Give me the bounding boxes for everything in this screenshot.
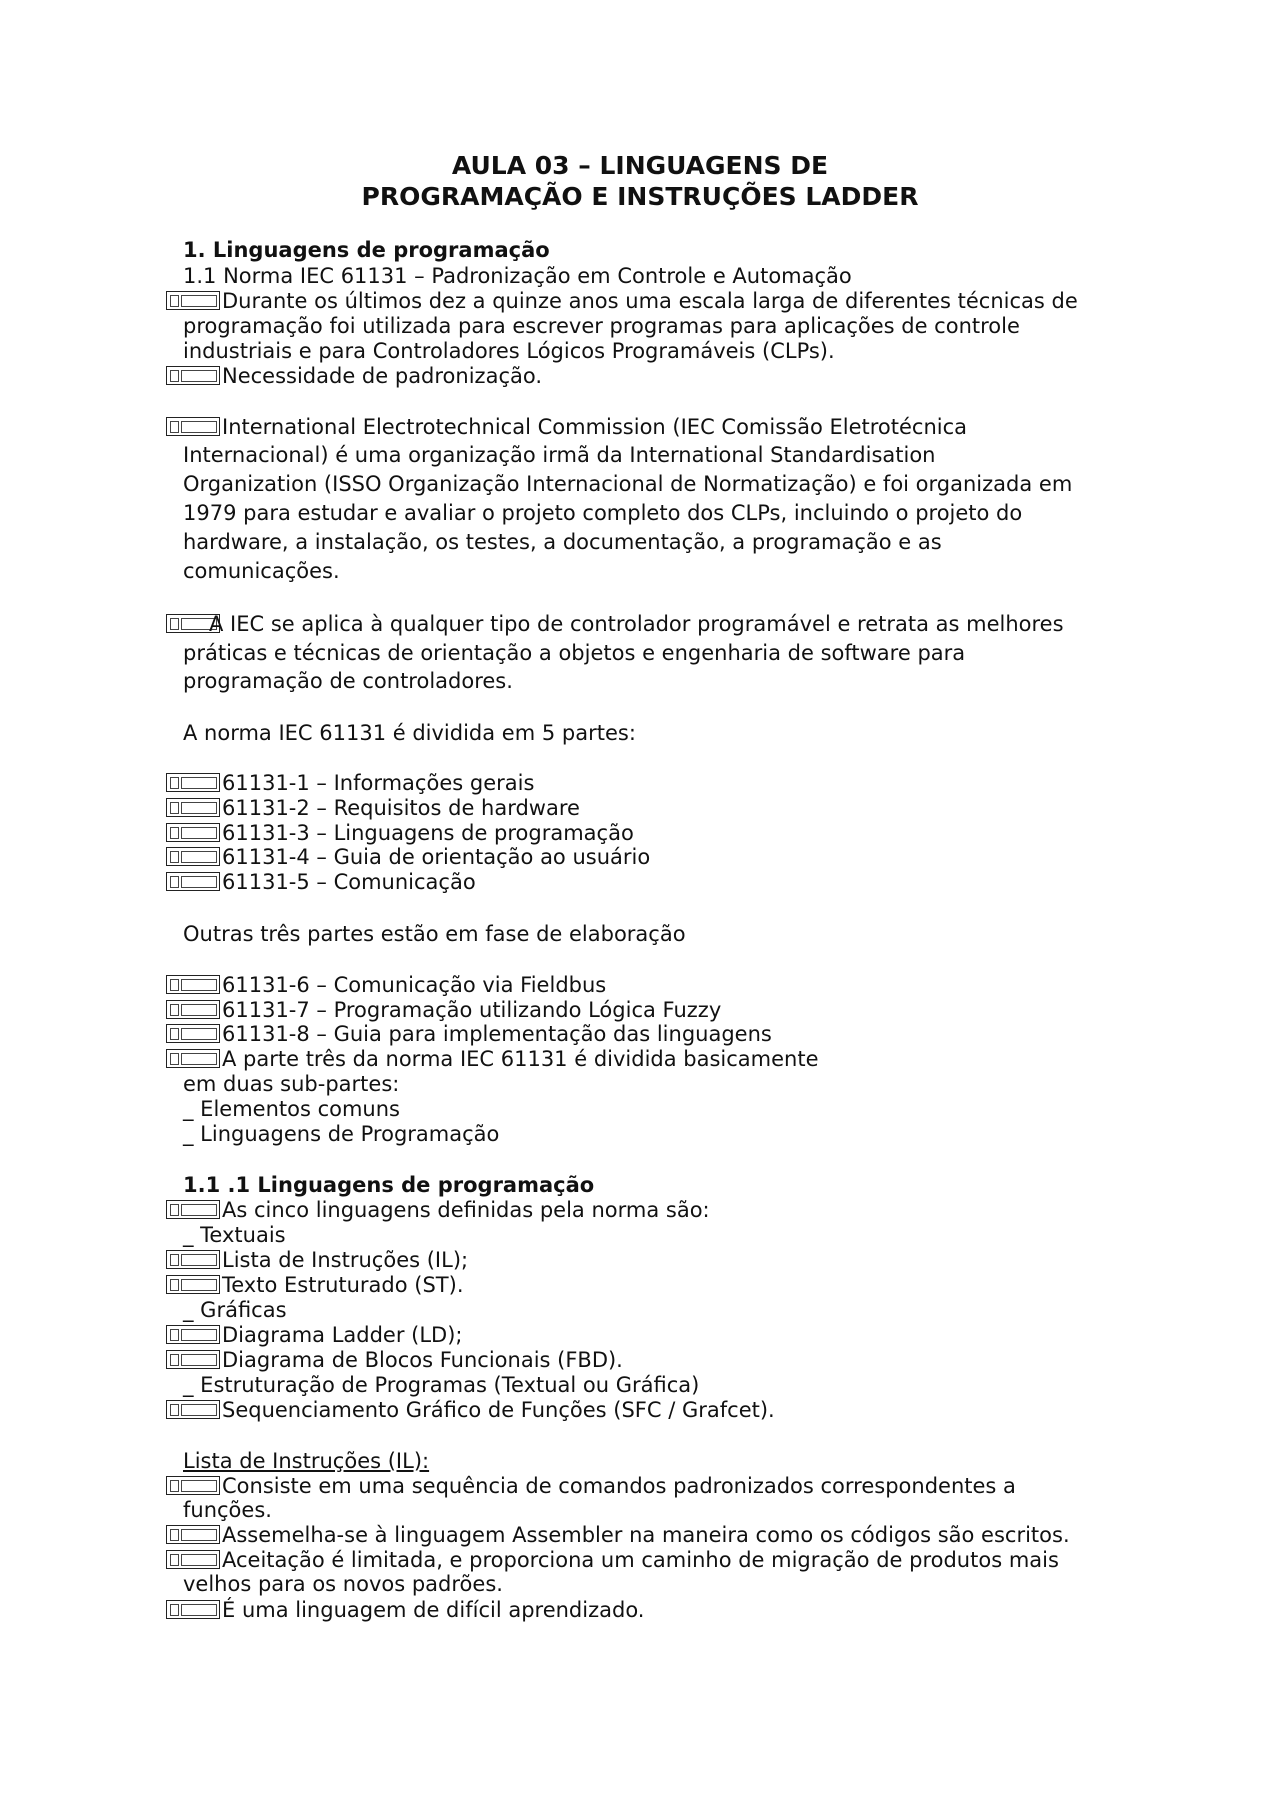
- bullet-glyph-icon: [166, 1200, 220, 1219]
- bullet-symbol-box: [166, 869, 224, 895]
- others-intro: Outras três partes estão em fase de elaboração: [183, 922, 686, 946]
- bullet-symbol-box: [166, 1197, 224, 1223]
- paragraph-line: programação de controladores.: [183, 669, 513, 693]
- bullet-glyph-icon: [166, 975, 220, 994]
- list-item: Texto Estruturado (ST).: [222, 1273, 464, 1297]
- bullet-symbol-box: [166, 820, 224, 846]
- bullet-symbol-box: [166, 972, 224, 998]
- list-item: 61131-7 – Programação utilizando Lógica Fuzzy: [222, 998, 722, 1022]
- bullet-symbol-box: [166, 1347, 224, 1373]
- section-1-1-heading: 1.1 Norma IEC 61131 – Padronização em Controle e Automação: [183, 264, 852, 288]
- bullet-symbol-box: [166, 1597, 224, 1623]
- paragraph-line: Necessidade de padronização.: [222, 364, 543, 388]
- paragraph-line: Internacional) é uma organização irmã da International Standardisation: [183, 443, 936, 467]
- list-item: 61131-6 – Comunicação via Fieldbus: [222, 973, 607, 997]
- group-label: _ Estruturação de Programas (Textual ou Gráfica): [183, 1373, 700, 1397]
- bullet-symbol-box: [166, 1272, 224, 1298]
- parts-intro: A norma IEC 61131 é dividida em 5 partes:: [183, 721, 636, 745]
- bullet-symbol-box: [166, 1322, 224, 1348]
- bullet-glyph-icon: [166, 291, 220, 310]
- bullet-symbol-box: [166, 997, 224, 1023]
- paragraph-line: práticas e técnicas de orientação a objetos e engenharia de software para: [183, 641, 966, 665]
- paragraph-line: industriais e para Controladores Lógicos Programáveis (CLPs).: [183, 339, 835, 363]
- list-item: Sequenciamento Gráfico de Funções (SFC / Grafcet).: [222, 1398, 775, 1422]
- paragraph-line: É uma linguagem de difícil aprendizado.: [222, 1598, 645, 1622]
- bullet-symbol-box: [166, 288, 224, 314]
- bullet-symbol-box: [166, 1021, 224, 1047]
- group-label: _ Textuais: [183, 1223, 286, 1247]
- paragraph-line: velhos para os novos padrões.: [183, 1572, 503, 1596]
- page-title-line-1: AULA 03 – LINGUAGENS DE: [451, 151, 829, 180]
- paragraph-line: Assemelha-se à linguagem Assembler na maneira como os códigos são escritos.: [222, 1523, 1070, 1547]
- bullet-symbol-box: [166, 770, 224, 796]
- bullet-symbol-box: [166, 795, 224, 821]
- paragraph-line: 1979 para estudar e avaliar o projeto completo dos CLPs, incluindo o projeto do: [183, 501, 1023, 525]
- list-item: 61131-4 – Guia de orientação ao usuário: [222, 845, 651, 869]
- bullet-symbol-box: [166, 1547, 224, 1573]
- bullet-glyph-icon: [166, 1275, 220, 1294]
- bullet-glyph-icon: [166, 1325, 220, 1344]
- paragraph-line: Consiste em uma sequência de comandos padronizados correspondentes a: [222, 1474, 1016, 1498]
- bullet-symbol-box: [166, 1397, 224, 1423]
- sub-item: _ Linguagens de Programação: [183, 1122, 500, 1146]
- paragraph-line: programação foi utilizada para escrever programas para aplicações de controle: [183, 314, 1020, 338]
- section-1-heading: 1. Linguagens de programação: [183, 238, 550, 262]
- paragraph-line: em duas sub-partes:: [183, 1072, 400, 1096]
- page-title-line-2: PROGRAMAÇÃO E INSTRUÇÕES LADDER: [361, 182, 919, 211]
- bullet-glyph-icon: [166, 1049, 220, 1068]
- paragraph-line: Durante os últimos dez a quinze anos uma escala larga de diferentes técnicas de: [222, 289, 1078, 313]
- list-item: 61131-8 – Guia para implementação das linguagens: [222, 1022, 772, 1046]
- bullet-glyph-icon: [166, 872, 220, 891]
- bullet-symbol-box: [166, 1046, 224, 1072]
- bullet-glyph-icon: [166, 823, 220, 842]
- bullet-glyph-icon: [166, 798, 220, 817]
- list-item: Diagrama de Blocos Funcionais (FBD).: [222, 1348, 623, 1372]
- group-label: _ Gráficas: [183, 1298, 287, 1322]
- bullet-glyph-icon: [166, 773, 220, 792]
- bullet-glyph-icon: [166, 1024, 220, 1043]
- bullet-glyph-icon: [166, 1400, 220, 1419]
- bullet-glyph-icon: [166, 1000, 220, 1019]
- paragraph-line: As cinco linguagens definidas pela norma são:: [222, 1198, 710, 1222]
- paragraph-line: Aceitação é limitada, e proporciona um caminho de migração de produtos mais: [222, 1548, 1059, 1572]
- bullet-glyph-icon: [166, 1550, 220, 1569]
- list-item: Lista de Instruções (IL);: [222, 1248, 469, 1272]
- paragraph-line: Organization (ISSO Organização Internacional de Normatização) e foi organizada em: [183, 472, 1073, 496]
- paragraph-line: comunicações.: [183, 559, 340, 583]
- bullet-glyph-icon: [166, 1250, 220, 1269]
- sub-item: _ Elementos comuns: [183, 1097, 400, 1121]
- bullet-glyph-icon: [166, 417, 220, 436]
- bullet-glyph-icon: [166, 1350, 220, 1369]
- bullet-glyph-icon: [166, 366, 220, 385]
- paragraph-line: A IEC se aplica à qualquer tipo de controlador programável e retrata as melhores: [209, 612, 1064, 636]
- bullet-symbol-box: [166, 363, 224, 389]
- bullet-glyph-icon: [166, 1600, 220, 1619]
- paragraph-line: A parte três da norma IEC 61131 é dividida basicamente: [222, 1047, 819, 1071]
- list-item: 61131-3 – Linguagens de programação: [222, 821, 634, 845]
- paragraph-line: hardware, a instalação, os testes, a documentação, a programação e as: [183, 530, 942, 554]
- bullet-symbol-box: [166, 1247, 224, 1273]
- list-item: 61131-5 – Comunicação: [222, 870, 476, 894]
- bullet-symbol-box: [166, 1522, 224, 1548]
- list-item: 61131-1 – Informações gerais: [222, 771, 535, 795]
- bullet-glyph-icon: [166, 1476, 220, 1495]
- paragraph-line: International Electrotechnical Commission (IEC Comissão Eletrotécnica: [222, 415, 968, 439]
- bullet-symbol-box: [166, 1473, 224, 1499]
- bullet-glyph-icon: [166, 847, 220, 866]
- list-item: Diagrama Ladder (LD);: [222, 1323, 463, 1347]
- bullet-symbol-box: [166, 414, 224, 440]
- paragraph-line: funções.: [183, 1498, 272, 1522]
- il-heading: Lista de Instruções (IL):: [183, 1449, 430, 1473]
- bullet-symbol-box: [166, 844, 224, 870]
- bullet-glyph-icon: [166, 1525, 220, 1544]
- list-item: 61131-2 – Requisitos de hardware: [222, 796, 580, 820]
- section-1-1-1-heading: 1.1 .1 Linguagens de programação: [183, 1173, 595, 1197]
